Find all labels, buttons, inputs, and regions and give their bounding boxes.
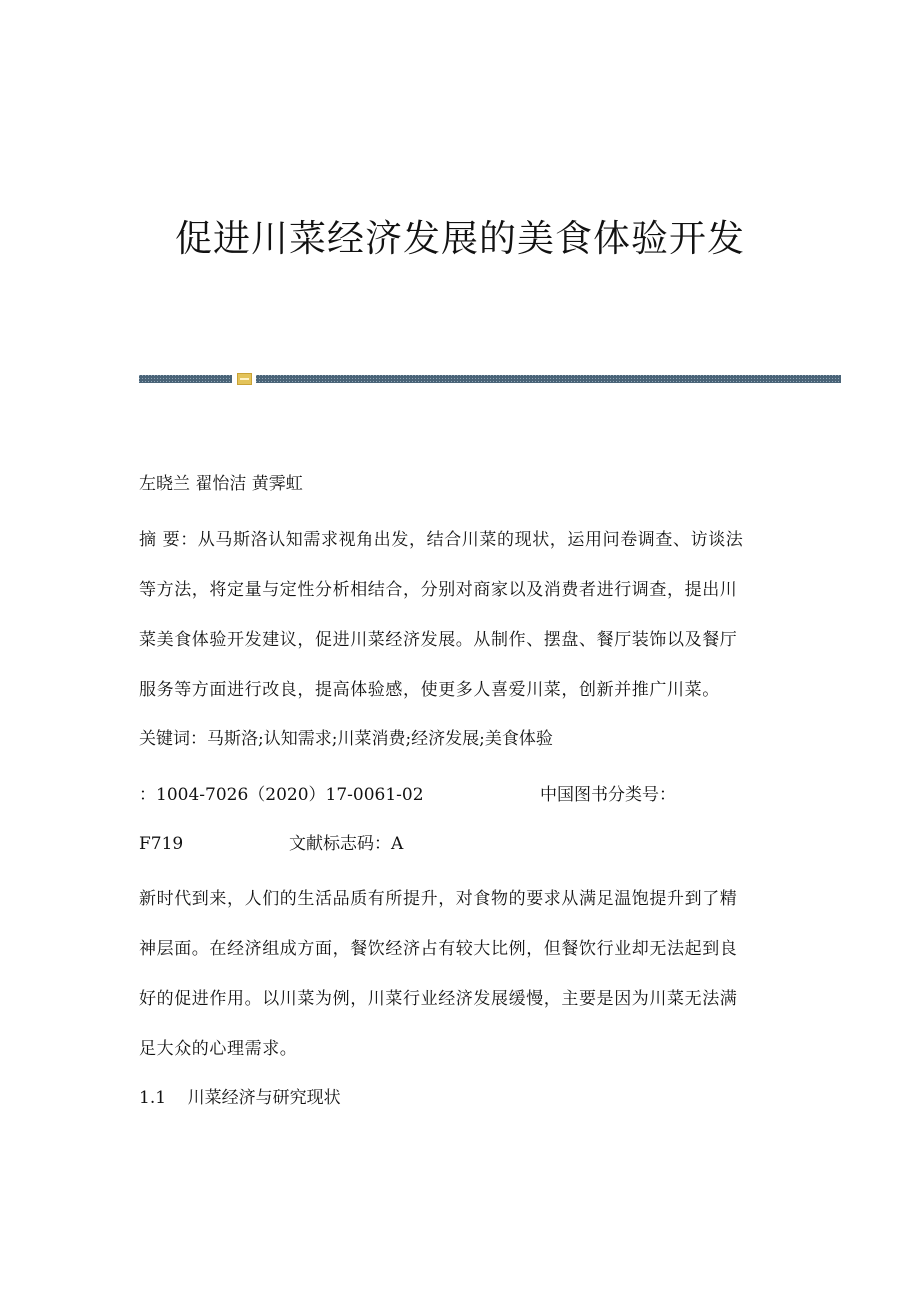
body-line: 神层面。在经济组成方面，餐饮经济占有较大比例，但餐饮行业却无法起到良 xyxy=(139,939,738,959)
issn-line: ：1004-7026（2020）17-0061-02 xyxy=(139,785,424,805)
authors: 左晓兰 翟怡洁 黄霁虹 xyxy=(139,474,303,494)
divider-left xyxy=(139,375,232,383)
keywords: 关键词：马斯洛;认知需求;川菜消费;经济发展;美食体验 xyxy=(139,729,553,749)
body-paragraph xyxy=(139,874,779,1074)
document-code: 文献标志码：A xyxy=(289,834,404,854)
body-line: 足大众的心理需求。 xyxy=(139,1039,298,1059)
divider-right xyxy=(256,375,841,383)
abstract-line: 摘 要：从马斯洛认知需求视角出发，结合川菜的现状，运用问卷调查、访谈法 xyxy=(139,530,744,550)
divider-ornament-icon xyxy=(237,373,252,385)
abstract xyxy=(139,515,779,715)
body-line: 好的促进作用。以川菜为例，川菜行业经济发展缓慢，主要是因为川菜无法满 xyxy=(139,989,738,1009)
clc-value: F719 xyxy=(139,834,184,854)
body-line: 新时代到来，人们的生活品质有所提升，对食物的要求从满足温饱提升到了精 xyxy=(139,889,738,909)
abstract-line: 菜美食体验开发建议，促进川菜经济发展。从制作、摆盘、餐厅装饰以及餐厅 xyxy=(139,630,738,650)
document-title: 促进川菜经济发展的美食体验开发 xyxy=(175,217,745,260)
abstract-line: 等方法，将定量与定性分析相结合，分别对商家以及消费者进行调查，提出川 xyxy=(139,580,738,600)
abstract-line: 服务等方面进行改良，提高体验感，使更多人喜爱川菜，创新并推广川菜。 xyxy=(139,680,720,700)
clc-label: 中国图书分类号： xyxy=(540,785,676,805)
section-heading: 1.1 川菜经济与研究现状 xyxy=(139,1088,341,1108)
